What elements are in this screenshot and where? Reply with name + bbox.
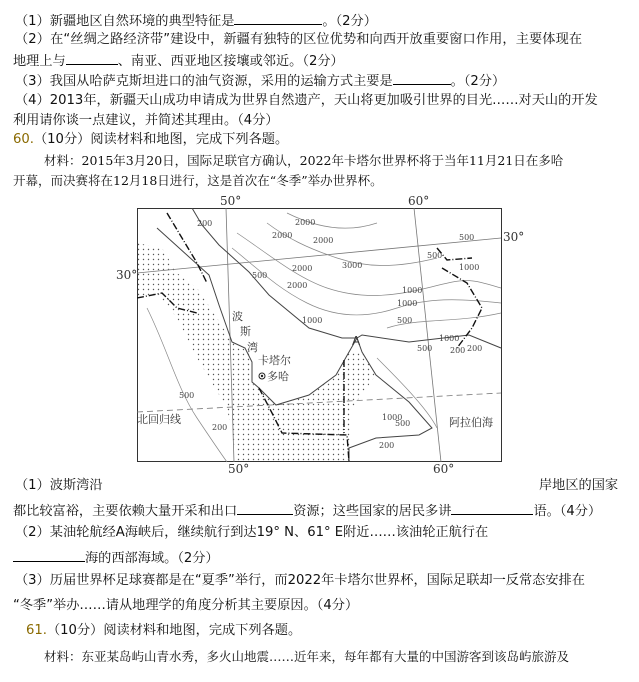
instruction: 阅读材料和地图，完成下列各题。 [90,132,289,147]
answer-blank[interactable] [237,501,293,515]
gulf-label: 斯 [240,325,251,338]
svg-text:200: 200 [467,344,483,353]
text: 。（2分） [322,14,377,29]
instruction: 阅读材料和地图，完成下列各题。 [103,623,302,638]
q60-material: 材料：2015年3月20日，国际足联官方确认，2022年卡塔尔世界杯将于当年11月21日在多哈 [44,153,564,168]
q60-part1-cont [13,501,601,521]
q61-heading [26,622,301,640]
question-number: 60. [13,132,34,147]
svg-text:500: 500 [179,391,195,400]
arabian-sea-label: 阿拉伯海 [449,416,493,429]
lon-label: 50° [220,194,242,208]
lat-label: 30° [503,230,525,244]
score: （10分） [33,132,91,147]
persian-gulf-map [137,208,503,463]
text: 语。（4分） [533,504,602,519]
svg-text:1000: 1000 [402,286,423,295]
q61-material: 材料：东亚某岛屿山青水秀，多火山地震……近年来，每年都有大量的中国游客到该岛屿旅游及 [44,649,570,664]
q60-part2: （2）某油轮航经A海峡后，继续航行到达19° N、61° E附近……该油轮正航行在 [15,525,489,540]
svg-text:2000: 2000 [292,264,313,273]
score: （10分） [46,623,104,638]
svg-text:1000: 1000 [382,413,403,422]
lon-label: 60° [433,462,455,476]
q60-part1: （1）波斯湾沿 [15,478,103,493]
q59-part3 [15,71,505,91]
q59-part2-cont [13,51,344,71]
svg-text:500: 500 [427,251,443,260]
answer-blank[interactable] [451,501,533,515]
q60-part3-cont: “冬季”举办……请从地理学的角度分析其主要原因。（4分） [13,598,359,613]
text: 。（2分） [450,74,506,89]
svg-text:1000: 1000 [397,299,418,308]
text: 、南亚、西亚地区接壤或邻近。（2分） [117,54,344,69]
svg-text:500: 500 [459,233,475,242]
gulf-label: 波 [232,310,243,323]
text: （3）我国从哈萨克斯坦进口的油气资源，采用的运输方式主要是 [15,74,393,89]
q60-part2-cont [13,548,219,568]
answer-blank[interactable] [13,548,85,562]
svg-text:1000: 1000 [459,263,480,272]
lon-label: 60° [408,194,430,208]
svg-text:500: 500 [397,316,413,325]
gulf-label: 湾 [247,341,258,354]
lat-label: 30° [116,268,138,282]
strait-a-label: A [352,334,361,348]
q59-part4: （4）2013年，新疆天山成功申请成为世界自然遗产，天山将更加吸引世界的目光……对天山的开发 [15,93,598,108]
svg-text:1000: 1000 [439,334,460,343]
q59-part4-cont: 利用请你谈一点建议，并简述其理由。（4分） [13,113,279,128]
text: 都比较富裕，主要依赖大量开采和出口 [13,504,238,519]
qatar-label: 卡塔尔 [258,354,291,367]
q60-heading [13,131,288,149]
svg-text:3000: 3000 [342,261,363,270]
svg-text:500: 500 [395,419,411,428]
svg-text:2000: 2000 [287,281,308,290]
svg-text:200: 200 [197,219,213,228]
answer-blank[interactable] [393,71,451,85]
text: 资源；这些国家的居民多讲 [293,504,452,519]
tropic-label: 北回归线 [137,413,181,426]
svg-text:2000: 2000 [272,231,293,240]
text: 地理上与 [13,54,66,69]
text: 海的西部海域。（2分） [85,551,219,566]
q59-part2: （2）在“丝绸之路经济带”建设中，新疆有独特的区位优势和向西开放重要窗口作用，主要体现在 [15,32,583,47]
answer-blank[interactable] [234,11,322,25]
svg-text:2000: 2000 [313,236,334,245]
text: （1）新疆地区自然环境的典型特征是 [15,14,235,29]
svg-text:200: 200 [379,441,395,450]
svg-text:500: 500 [417,344,433,353]
answer-blank[interactable] [66,51,118,65]
svg-text:2000: 2000 [295,218,316,227]
q60-material-cont: 开幕，而决赛将在12月18日进行，这是首次在“冬季”举办世界杯。 [13,173,383,188]
q60-part3: （3）历届世界杯足球赛都是在“夏季”举行，而2022年卡塔尔世界杯，国际足联却一反常态安排在 [15,573,585,588]
svg-text:1000: 1000 [302,316,323,325]
q59-part1 [15,11,377,31]
svg-text:500: 500 [252,271,268,280]
q60-part1-b: 岸地区的国家 [539,478,619,493]
lon-label: 50° [228,462,250,476]
question-number: 61. [26,623,47,638]
svg-text:200: 200 [450,346,466,355]
svg-text:200: 200 [212,423,228,432]
doha-label: 多哈 [267,370,289,383]
